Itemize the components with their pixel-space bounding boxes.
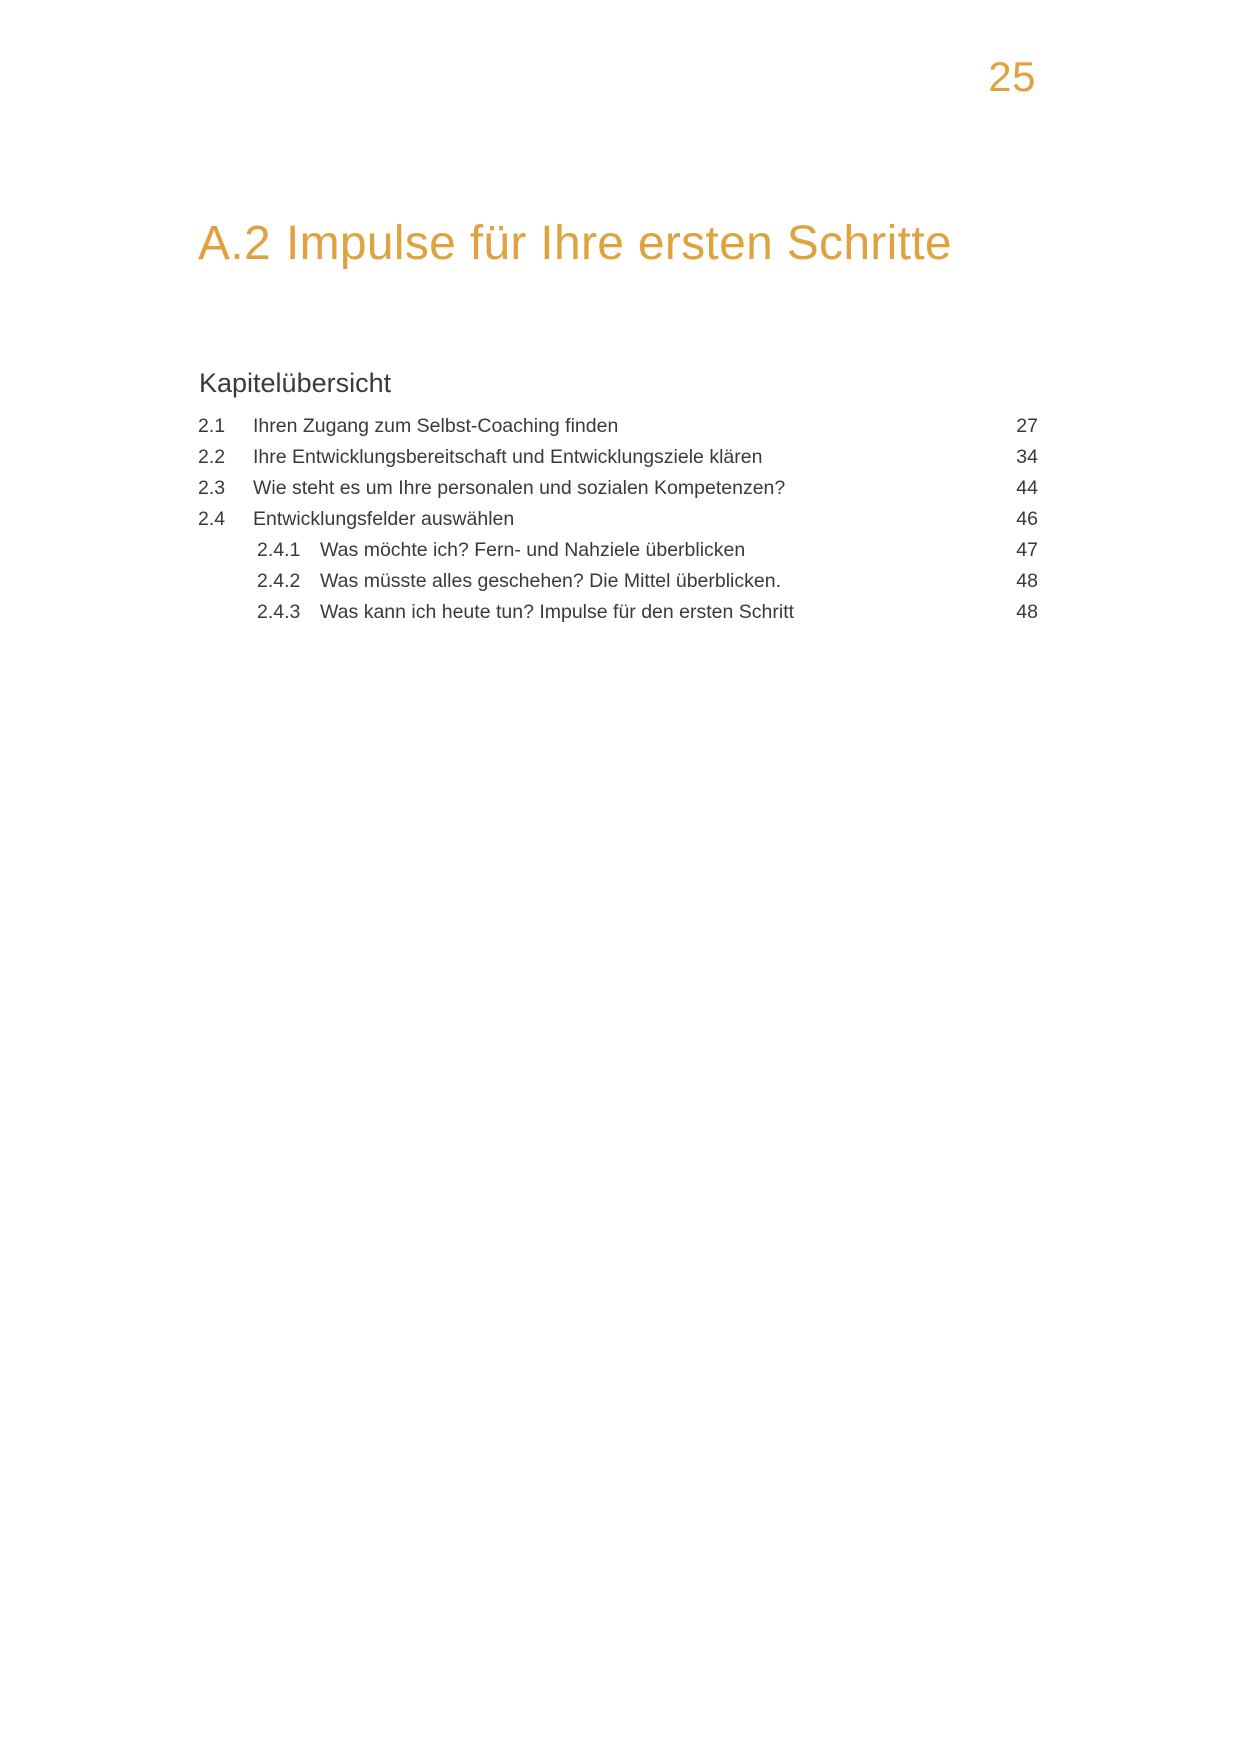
toc-entry-number: 2.4.1: [257, 539, 301, 561]
toc-entry-label: Entwicklungsfelder auswählen: [253, 508, 515, 530]
toc-subentry: [198, 535, 1038, 566]
toc-entry-number: 2.4: [198, 508, 226, 530]
toc-entry-number: 2.4.2: [257, 570, 301, 592]
toc-subentry: [198, 597, 1038, 628]
toc-entry-label: Ihren Zugang zum Selbst-Coaching finden: [253, 415, 619, 437]
toc-entry: [198, 473, 1038, 504]
toc-entry-page: 27: [1016, 415, 1038, 437]
toc-entry-label: Wie steht es um Ihre personalen und sozialen Kompetenzen?: [253, 477, 786, 499]
toc-entry-page: 34: [1016, 446, 1038, 468]
toc-entry-number: 2.2: [198, 446, 226, 468]
page-number: 25: [988, 53, 1036, 100]
toc-entry: [198, 411, 1038, 442]
chapter-overview-heading: Kapitelübersicht: [199, 368, 392, 398]
chapter-overview-list: [198, 411, 1038, 628]
toc-entry-page: 48: [1016, 570, 1038, 592]
toc-entry-label: Was kann ich heute tun? Impulse für den ersten Schritt: [320, 601, 795, 623]
toc-entry-page: 47: [1016, 539, 1038, 561]
toc-entry-label: Was müsste alles geschehen? Die Mittel überblicken.: [320, 570, 781, 592]
toc-entry-number: 2.1: [198, 415, 226, 437]
toc-entry: [198, 442, 1038, 473]
toc-entry-page: 46: [1016, 508, 1038, 530]
toc-subentry: [198, 566, 1038, 597]
toc-entry-number: 2.4.3: [257, 601, 301, 623]
chapter-number: A.2: [198, 217, 271, 270]
toc-entry-label: Was möchte ich? Fern- und Nahziele überblicken: [320, 539, 746, 561]
chapter-title: [198, 217, 952, 270]
toc-entry-number: 2.3: [198, 477, 226, 499]
toc-entry: [198, 504, 1038, 535]
chapter-title-text: Impulse für Ihre ersten Schritte: [285, 217, 952, 270]
toc-entry-label: Ihre Entwicklungsbereitschaft und Entwicklungsziele klären: [253, 446, 763, 468]
toc-entry-page: 44: [1016, 477, 1038, 499]
toc-entry-page: 48: [1016, 601, 1038, 623]
